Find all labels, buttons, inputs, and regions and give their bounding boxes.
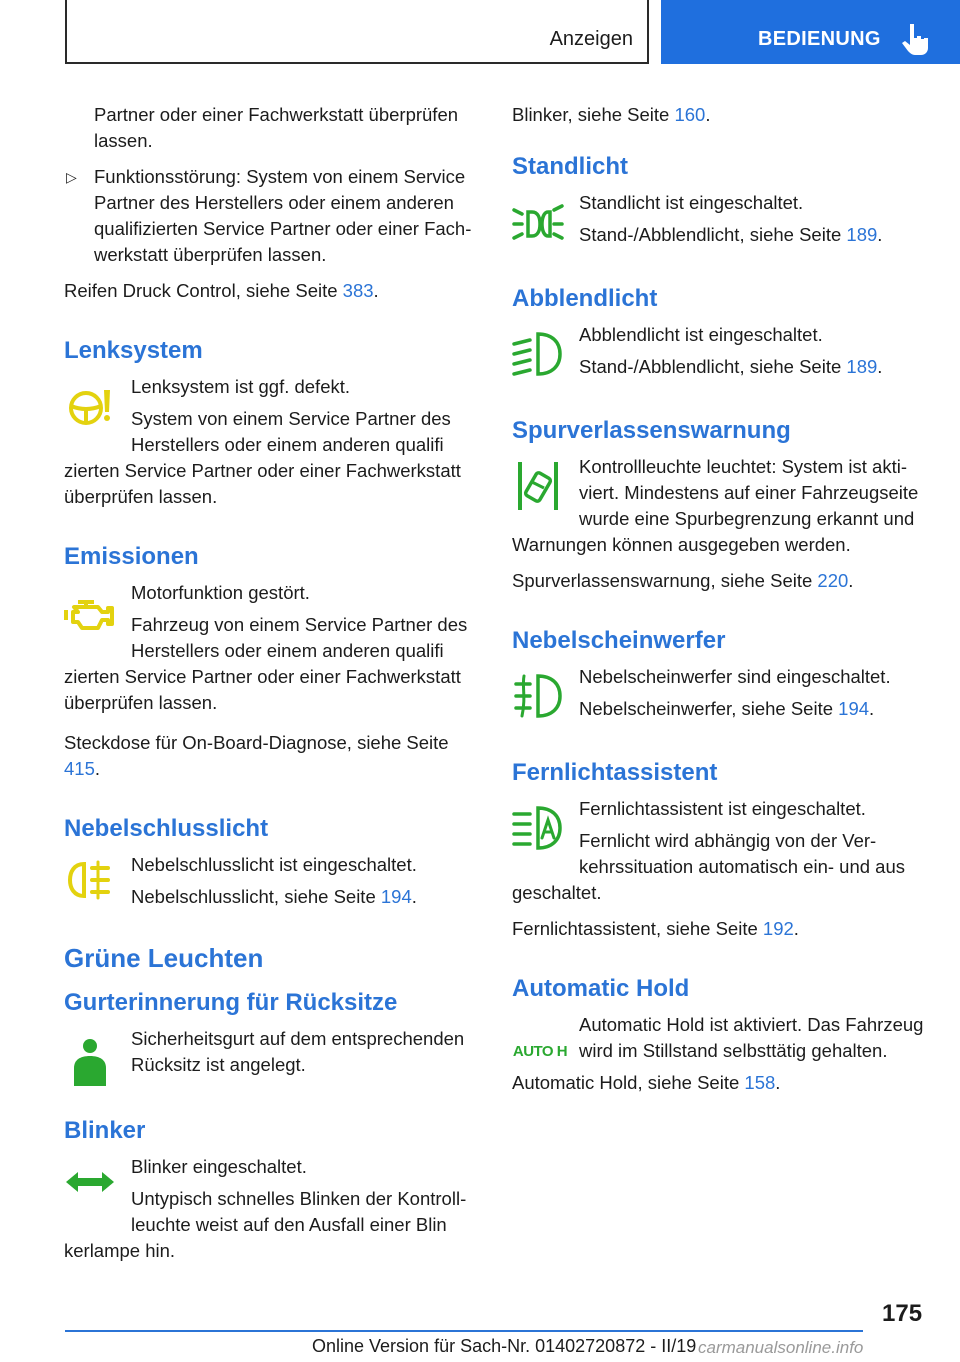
- rdc-reference: Reifen Druck Control, siehe Seite 383.: [64, 280, 379, 301]
- automatic-hold-reference: Automatic Hold, siehe Seite 158.: [512, 1072, 781, 1093]
- entry-text-part: Stand-/Abblendlicht, siehe Seite: [579, 356, 847, 377]
- entry-text: Stand-/Abblendlicht, siehe Seite 189.: [579, 356, 883, 377]
- high-beam-assistant-icon: [512, 802, 564, 854]
- page-link-383[interactable]: 383: [342, 280, 374, 301]
- entry-text: Motorfunktion gestört.: [131, 582, 310, 603]
- entry-text: Kontrollleuchte leuchtet: System ist aktiviert. Mindestens auf einer Fahrzeugseite wurde eine Spurbegrenzung erkannt und: [579, 456, 919, 529]
- heading-automatic-hold: Automatic Hold: [512, 975, 690, 1002]
- page-link-189[interactable]: 189: [846, 356, 878, 377]
- entry-nebelscheinwerfer: [512, 664, 930, 722]
- obd-reference-text: Steckdose für On-Board-Diagnose, siehe Seite: [64, 732, 449, 753]
- list-item: [64, 164, 480, 268]
- entry-text-part: Nebelscheinwerfer, siehe Seite: [579, 698, 839, 719]
- heading-nebelschlusslicht: Nebelschlusslicht: [64, 815, 269, 842]
- obd-reference: Steckdose für On-Board-Diagnose, siehe Seite 415.: [64, 732, 449, 779]
- ah-reference-text: Automatic Hold, siehe Seite: [512, 1072, 745, 1093]
- heading-emissionen: Emissionen: [64, 543, 199, 570]
- fla-reference-text: Fernlichtassistent, siehe Seite: [512, 918, 763, 939]
- bullet-text: Funktionsstörung: System von einem Service Partner des Herstellers oder einem anderen qualifizierten Service Partner oder einer Fachwerkstatt überprüfen lassen.: [94, 166, 472, 265]
- entry-text: Sicherheitsgurt auf dem entsprechenden Rücksitz ist angelegt.: [131, 1028, 465, 1075]
- entry-emissionen: [64, 580, 480, 716]
- pointing-hand-icon: [901, 22, 931, 56]
- page-number: 175: [882, 1300, 923, 1327]
- entry-abblendlicht: [512, 322, 930, 380]
- entry-text: Nebelscheinwerfer sind eingeschaltet.: [579, 666, 891, 687]
- entry-fernlichtassistent: [512, 796, 930, 906]
- entry-automatic-hold: [512, 1012, 930, 1064]
- entry-text: Stand-/Abblendlicht, siehe Seite 189.: [579, 224, 883, 245]
- entry-text-part: Nebelschlusslicht, siehe Seite: [131, 886, 381, 907]
- entry-standlicht: [512, 190, 930, 248]
- steering-warning-icon: [64, 386, 116, 438]
- entry-text: Nebelscheinwerfer, siehe Seite 194.: [579, 698, 875, 719]
- entry-text: Lenksystem ist ggf. defekt.: [131, 376, 351, 397]
- footer-divider: [65, 1330, 863, 1332]
- entry-lenksystem: [64, 374, 480, 510]
- heading-spurverlassenswarnung: Spurverlassenswarnung: [512, 417, 791, 444]
- entry-text: Fernlichtassistent ist eingeschaltet.: [579, 798, 866, 819]
- page-link-160[interactable]: 160: [674, 104, 706, 125]
- entry-text: Abblendlicht ist eingeschaltet.: [579, 324, 823, 345]
- entry-nebelschlusslicht: [64, 852, 480, 910]
- rear-fog-light-icon: [64, 856, 116, 908]
- heading-blinker: Blinker: [64, 1117, 146, 1144]
- heading-nebelscheinwerfer: Nebelscheinwerfer: [512, 627, 726, 654]
- page-link-189[interactable]: 189: [846, 224, 878, 245]
- entry-spurverlassenswarnung: [512, 454, 930, 558]
- turn-signal-arrows-icon: [64, 1160, 116, 1212]
- spur-reference-text: Spurverlassenswarnung, siehe Seite: [512, 570, 818, 591]
- spurverlassenswarnung-reference: Spurverlassenswarnung, siehe Seite 220.: [512, 570, 854, 591]
- heading-abblendlicht: Abblendlicht: [512, 285, 658, 312]
- entry-text: Standlicht ist eingeschaltet.: [579, 192, 804, 213]
- entry-text: Blinker eingeschaltet.: [131, 1156, 307, 1177]
- footer-version-text: Online Version für Sach-Nr. 01402720872 - II/19: [312, 1336, 697, 1356]
- entry-blinker: [64, 1154, 480, 1264]
- auto-hold-icon-label: AUTO H: [512, 1043, 568, 1060]
- page-link-158[interactable]: 158: [744, 1072, 776, 1093]
- entry-text-part: Stand-/Abblendlicht, siehe Seite: [579, 224, 847, 245]
- low-beam-icon: [512, 328, 564, 380]
- entry-text-continuation: zierten Service Partner oder einer Fachwerkstatt überprüfen lassen.: [64, 460, 461, 507]
- page-link-415[interactable]: 415: [64, 758, 95, 779]
- header-chapter-label: BEDIENUNG: [758, 28, 881, 50]
- entry-text-continuation: Warnungen können ausgegeben werden.: [512, 534, 851, 555]
- header-chapter-tab[interactable]: [661, 0, 960, 64]
- rdc-reference-text: Reifen Druck Control, siehe Seite: [64, 280, 343, 301]
- entry-text: System von einem Service Partner des Herstellers oder einem anderen qualifi: [131, 408, 451, 455]
- heading-gurterinnerung: Gurterinnerung für Rücksitze: [64, 989, 398, 1016]
- entry-text-continuation: zierten Service Partner oder einer Fachwerkstatt überprüfen lassen.: [64, 666, 461, 713]
- auto-hold-icon: [512, 1026, 568, 1078]
- entry-gurterinnerung: [64, 1026, 480, 1078]
- page-link-192[interactable]: 192: [762, 918, 794, 939]
- entry-text-continuation: kerlampe hin.: [64, 1240, 176, 1261]
- header-section-box: [65, 0, 649, 64]
- triangle-bullet-icon: ▷: [66, 169, 77, 185]
- entry-text: Untypisch schnelles Blinken der Kontrollleuchte weist auf den Ausfall einer Blin: [131, 1188, 467, 1235]
- entry-text: Nebelschlusslicht ist eingeschaltet.: [131, 854, 417, 875]
- heading-fernlichtassistent: Fernlichtassistent: [512, 759, 718, 786]
- entry-text-continuation: geschaltet.: [512, 882, 602, 903]
- heading-gruene-leuchten: Grüne Leuchten: [64, 943, 264, 973]
- lane-departure-icon: [512, 460, 564, 512]
- watermark: carmanualsonline.info: [698, 1338, 864, 1357]
- blinker-reference: Blinker, siehe Seite 160.: [512, 104, 711, 125]
- entry-text: Fahrzeug von einem Service Partner des Herstellers oder einem anderen qualifi: [131, 614, 468, 661]
- intro-continuation: Partner oder einer Fachwerkstatt überprüfen lassen.: [94, 104, 459, 151]
- parking-light-icon: [512, 198, 564, 250]
- front-fog-light-icon: [512, 670, 564, 722]
- entry-text: Fernlicht wird abhängig von der Verkehrssituation automatisch ein- und aus: [579, 830, 905, 877]
- seatbelt-person-icon: [64, 1036, 116, 1088]
- heading-lenksystem: Lenksystem: [64, 337, 203, 364]
- blinker-reference-text: Blinker, siehe Seite: [512, 104, 675, 125]
- left-column: [64, 102, 480, 1264]
- page-link-194[interactable]: 194: [838, 698, 870, 719]
- header-section-label: Anzeigen: [549, 28, 633, 50]
- page-link-220[interactable]: 220: [817, 570, 849, 591]
- fernlichtassistent-reference: Fernlichtassistent, siehe Seite 192.: [512, 918, 799, 939]
- entry-text: Nebelschlusslicht, siehe Seite 194.: [131, 886, 417, 907]
- heading-standlicht: Standlicht: [512, 153, 629, 180]
- right-column: [512, 102, 930, 1096]
- entry-text: Automatic Hold ist aktiviert. Das Fahrzeug wird im Stillstand selbsttätig gehalten.: [579, 1014, 924, 1061]
- page-link-194[interactable]: 194: [380, 886, 412, 907]
- engine-icon: [64, 588, 116, 640]
